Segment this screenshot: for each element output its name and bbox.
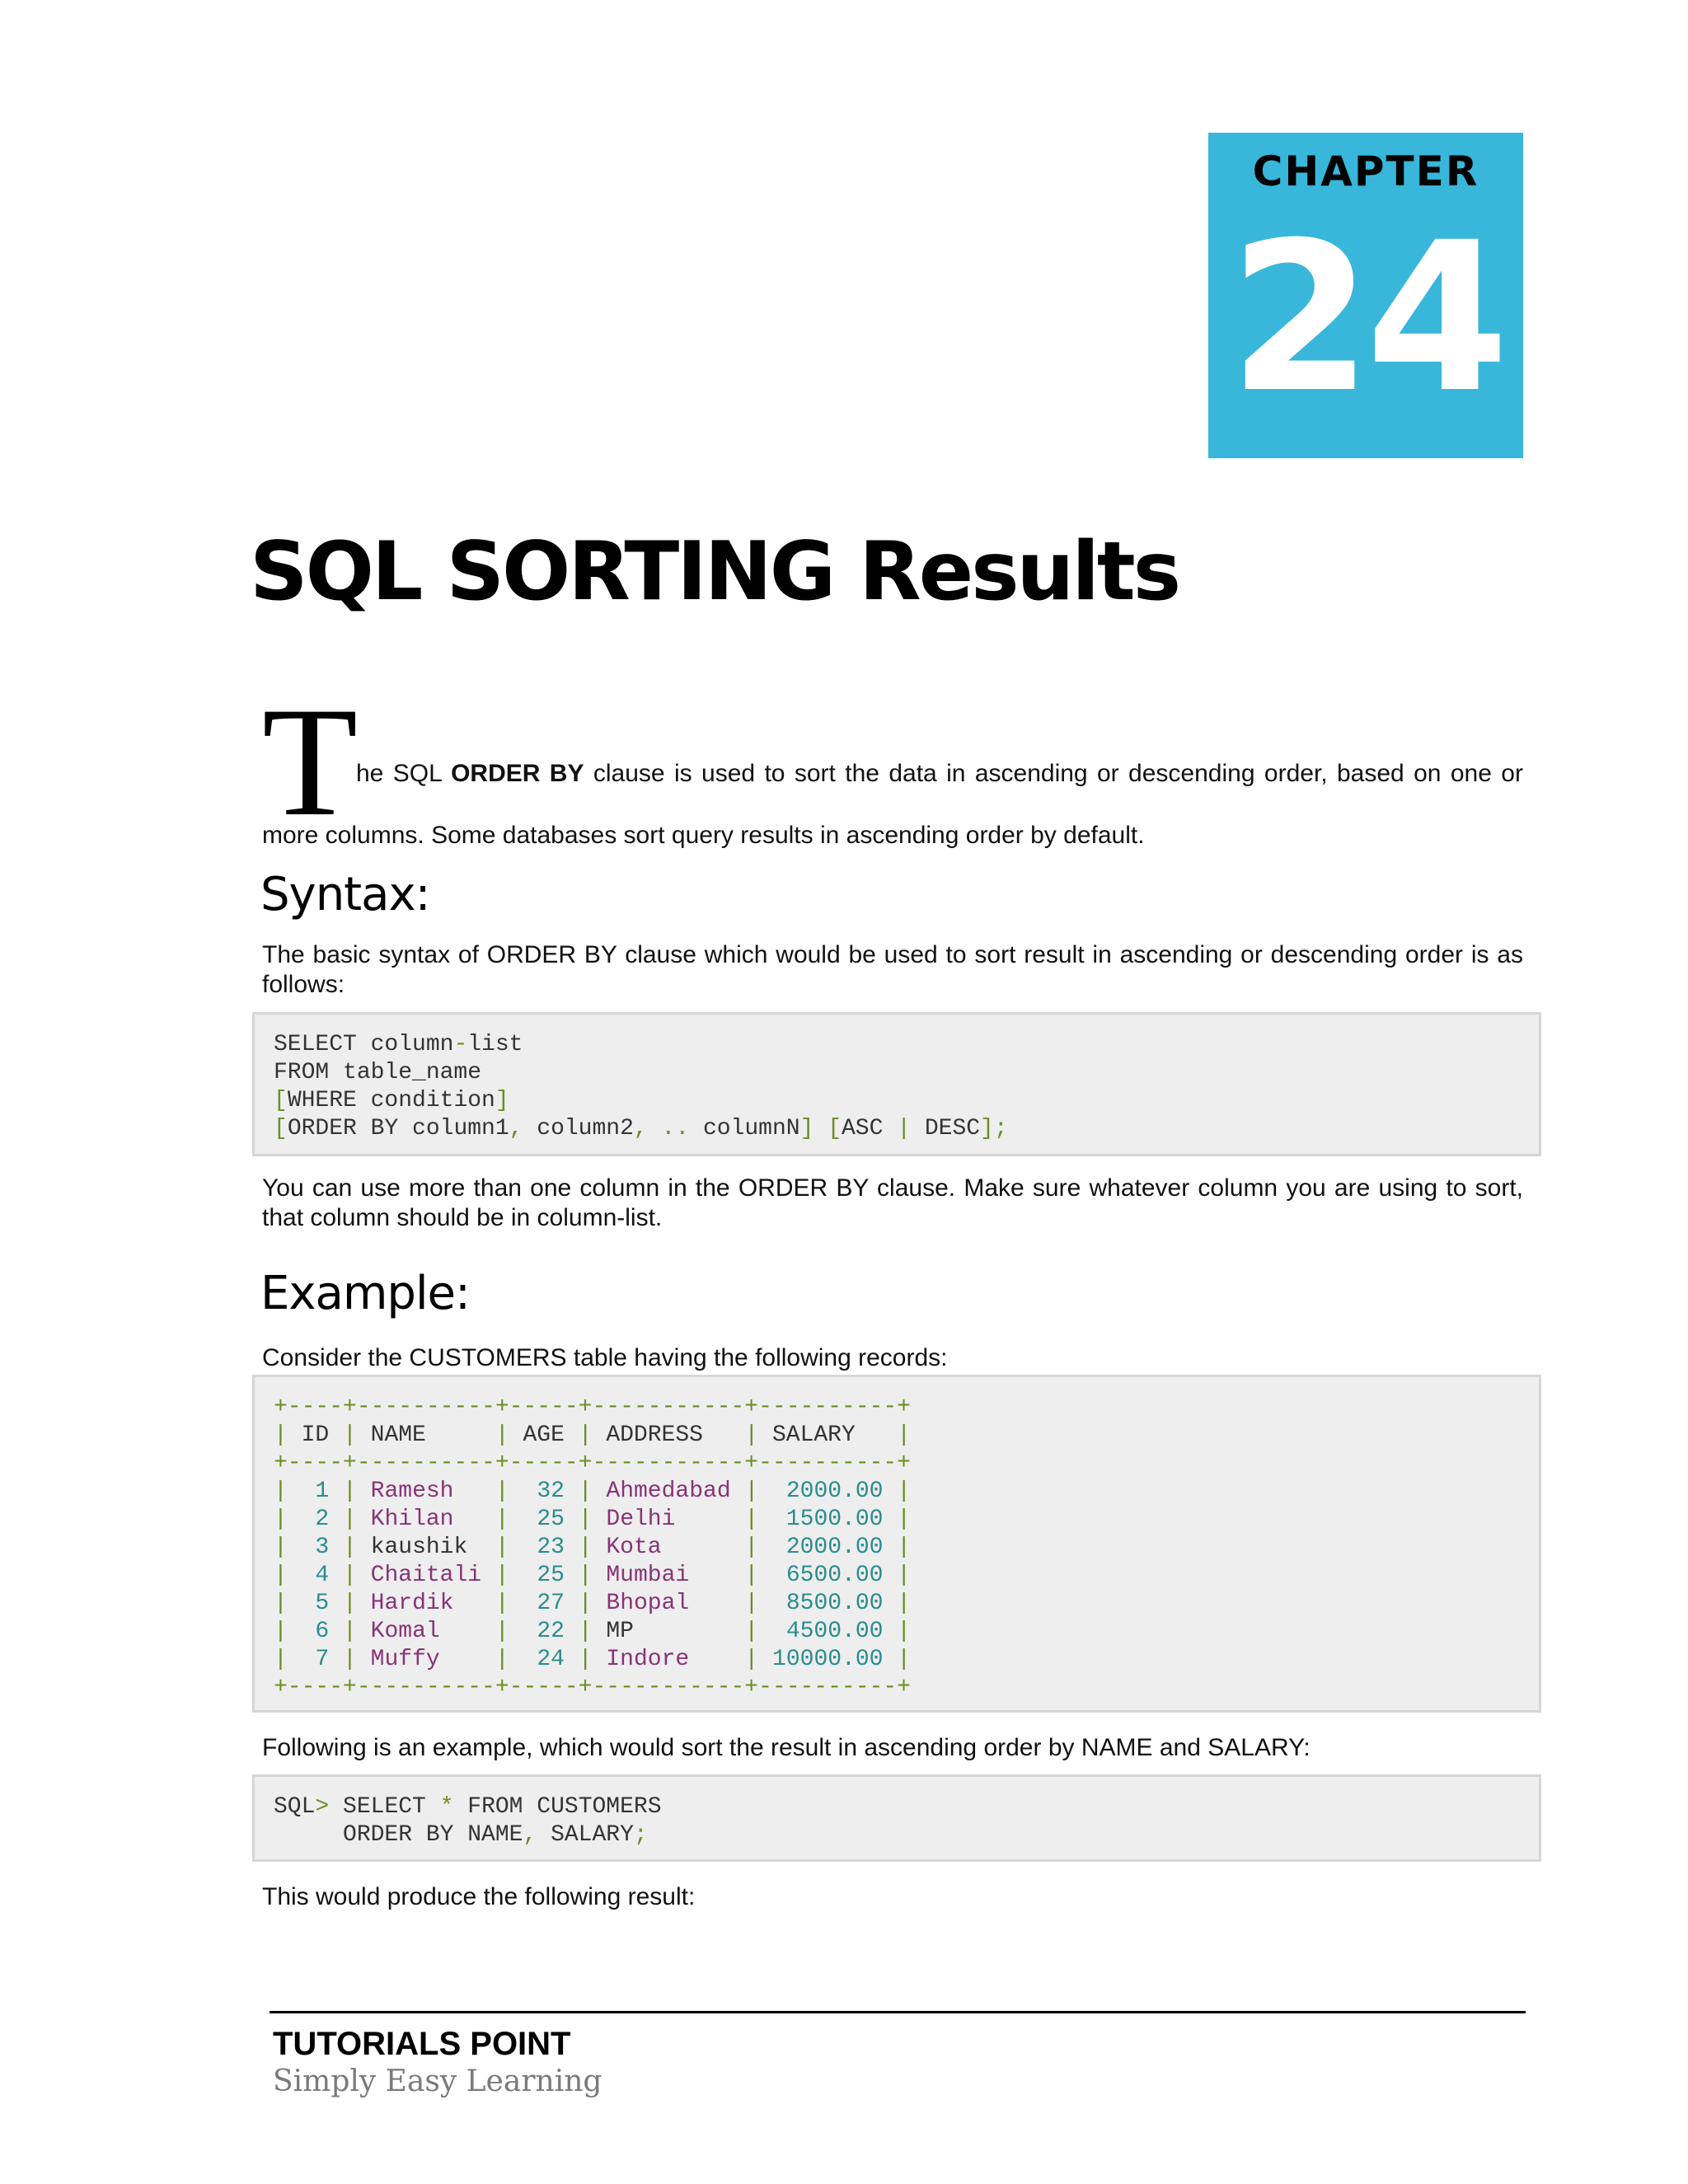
customers-table: +----+----------+-----+-----------+----------+ | ID | NAME | AGE | ADDRESS | SALARY | +----+----------+-----+-----------+----------+ | 1 | Ramesh | 32 | Ahmedabad | 2000.00 | | 2 | Khilan | 25 | Delhi | 1500.00 | | 3 | kaushik | 23 | Kota | 2000.00 | | 4 | Chaitali | 25 | Mumbai | 6500.00 | | 5 | Hardik | 27 | Bhopal | 8500.00 | | 6 | Komal | 22 | MP | 4500.00 | | 7 | Muffy | 24 | Indore | 10000.00 | +----+----------+-----+-----------+----------+	[274, 1394, 912, 1700]
intro-text-line1	[356, 760, 1523, 788]
intro-text-line2: more columns. Some databases sort query results in ascending order by default.	[262, 822, 1145, 849]
page-title: SQL SORTING Results	[250, 525, 1179, 619]
customers-table-block	[252, 1375, 1541, 1713]
syntax-description: The basic syntax of ORDER BY clause which would be used to sort result in ascending or descending order is as follows:	[262, 941, 1523, 998]
syntax-heading: Syntax:	[260, 868, 430, 921]
syntax-code: SELECT column-list FROM table_name [WHERE condition] [ORDER BY column1, column2, .. columnN] [ASC | DESC];	[274, 1032, 1008, 1141]
footer-tagline: Simply Easy Learning	[273, 2064, 603, 2098]
query-intro: Following is an example, which would sort the result in ascending order by NAME and SALARY:	[262, 1734, 1311, 1761]
intro-order-by-keyword: ORDER BY	[451, 760, 584, 787]
chapter-badge	[1208, 133, 1523, 458]
syntax-note: You can use more than one column in the ORDER BY clause. Make sure whatever column you are using to sort, that column should be in column-list.	[262, 1174, 1523, 1231]
drop-cap: T	[262, 676, 359, 849]
intro-suffix: clause is used to sort the data in ascending or descending order, based on one or	[584, 760, 1523, 787]
intro-prefix: he SQL	[356, 760, 452, 787]
chapter-label: CHAPTER	[1252, 148, 1479, 195]
chapter-number: 24	[1229, 198, 1503, 438]
syntax-code-block	[252, 1012, 1541, 1156]
example-heading: Example:	[260, 1267, 470, 1320]
example-description: Consider the CUSTOMERS table having the following records:	[262, 1344, 948, 1371]
result-intro: This would produce the following result:	[262, 1883, 696, 1910]
query-code-block	[252, 1774, 1541, 1862]
footer-divider	[270, 2011, 1526, 2013]
footer-brand: TUTORIALS POINT	[273, 2026, 571, 2062]
query-code: SQL> SELECT * FROM CUSTOMERS ORDER BY NAME, SALARY;	[274, 1794, 662, 1848]
